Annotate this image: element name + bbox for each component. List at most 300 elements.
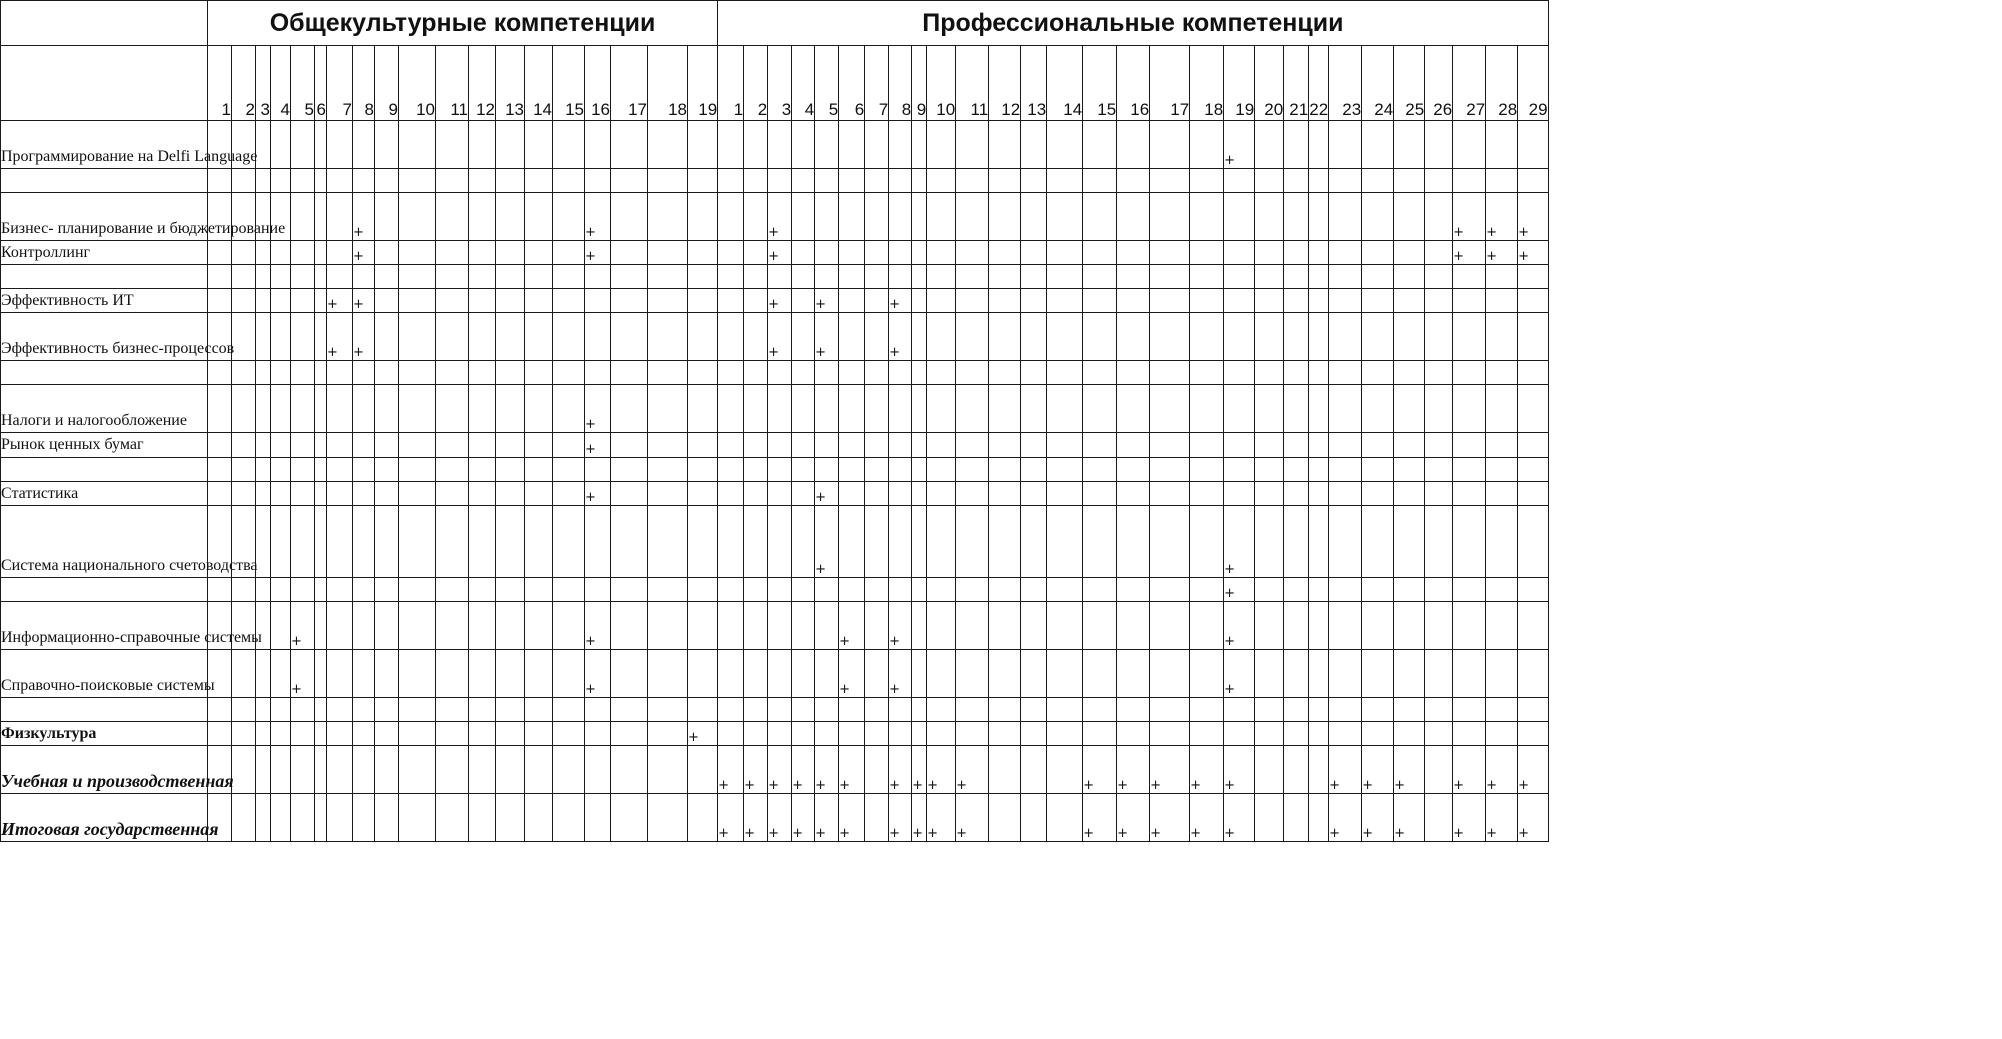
matrix-cell: [1329, 121, 1362, 169]
professional-competency-number: 14: [1047, 46, 1083, 121]
matrix-cell: [1309, 649, 1329, 697]
matrix-cell: [291, 697, 315, 721]
matrix-cell: [496, 745, 525, 793]
professional-competency-number: 19: [1224, 46, 1255, 121]
matrix-cell: [585, 793, 611, 841]
matrix-cell: [956, 577, 989, 601]
corner-cell: [1, 1, 208, 46]
matrix-cell: [496, 481, 525, 505]
matrix-cell: [1425, 481, 1453, 505]
matrix-cell: [271, 649, 291, 697]
matrix-cell: [839, 457, 865, 481]
matrix-cell: [815, 457, 839, 481]
matrix-cell: [688, 121, 718, 169]
discipline-row: [1, 601, 1549, 649]
matrix-cell: [327, 601, 353, 649]
matrix-cell: [768, 505, 792, 577]
matrix-cell: [496, 577, 525, 601]
matrix-cell: [353, 745, 375, 793]
matrix-cell: [1047, 241, 1083, 265]
matrix-cell: [271, 481, 291, 505]
matrix-cell: [271, 505, 291, 577]
matrix-cell: [927, 697, 956, 721]
matrix-cell: [1083, 601, 1117, 649]
matrix-cell: [375, 649, 399, 697]
matrix-cell: [1255, 505, 1284, 577]
matrix-cell: [1190, 433, 1224, 457]
matrix-cell: [256, 649, 271, 697]
matrix-cell: [1362, 577, 1394, 601]
matrix-cell: [1453, 505, 1486, 577]
discipline-label: Эффективность ИТ: [1, 289, 208, 313]
matrix-cell: [889, 697, 912, 721]
matrix-cell: [291, 505, 315, 577]
matrix-cell: [768, 649, 792, 697]
matrix-cell: [989, 433, 1021, 457]
matrix-cell: [353, 433, 375, 457]
matrix-cell: [1150, 193, 1190, 241]
matrix-cell: [436, 385, 469, 433]
matrix-cell: [865, 193, 889, 241]
competency-mark: +: [1518, 793, 1548, 841]
matrix-cell: [1486, 721, 1518, 745]
matrix-cell: [315, 649, 327, 697]
matrix-cell: [469, 433, 496, 457]
matrix-cell: [1047, 577, 1083, 601]
matrix-cell: [744, 601, 768, 649]
matrix-cell: [744, 265, 768, 289]
matrix-cell: [375, 457, 399, 481]
matrix-cell: [525, 457, 553, 481]
matrix-cell: [1486, 697, 1518, 721]
matrix-cell: [889, 121, 912, 169]
discipline-row: [1, 193, 1549, 241]
competency-mark: +: [1224, 793, 1255, 841]
matrix-cell: [1117, 289, 1150, 313]
matrix-cell: [496, 601, 525, 649]
matrix-cell: [744, 169, 768, 193]
matrix-cell: [912, 361, 927, 385]
matrix-cell: [208, 433, 232, 457]
matrix-cell: [865, 721, 889, 745]
general-competency-number: 5: [291, 46, 315, 121]
matrix-cell: [375, 481, 399, 505]
matrix-cell: [271, 121, 291, 169]
matrix-cell: [648, 289, 688, 313]
matrix-cell: [792, 577, 815, 601]
competency-mark: +: [912, 745, 927, 793]
matrix-cell: [956, 121, 989, 169]
matrix-cell: [585, 577, 611, 601]
discipline-row: [1, 481, 1549, 505]
matrix-cell: [1150, 289, 1190, 313]
matrix-cell: [353, 457, 375, 481]
spacer-row: [1, 265, 1549, 289]
matrix-cell: [1190, 121, 1224, 169]
matrix-cell: [1255, 481, 1284, 505]
matrix-cell: [1394, 505, 1425, 577]
matrix-cell: [927, 313, 956, 361]
competency-mark: +: [768, 313, 792, 361]
matrix-cell: [611, 505, 648, 577]
matrix-cell: [1150, 697, 1190, 721]
discipline-label: Бизнес- планирование и бюджетирование: [1, 193, 208, 241]
matrix-cell: [1150, 601, 1190, 649]
matrix-cell: [927, 169, 956, 193]
matrix-cell: [1150, 649, 1190, 697]
competency-mark: +: [839, 649, 865, 697]
matrix-cell: [256, 265, 271, 289]
professional-competency-number: 21: [1284, 46, 1309, 121]
matrix-cell: [1190, 313, 1224, 361]
matrix-cell: [256, 505, 271, 577]
matrix-cell: [399, 265, 436, 289]
matrix-cell: [1362, 313, 1394, 361]
matrix-cell: [718, 505, 744, 577]
matrix-cell: [256, 745, 271, 793]
matrix-cell: [956, 457, 989, 481]
matrix-cell: [839, 193, 865, 241]
competency-mark: +: [889, 601, 912, 649]
matrix-cell: [256, 577, 271, 601]
matrix-cell: [1362, 481, 1394, 505]
matrix-cell: [989, 169, 1021, 193]
matrix-cell: [525, 433, 553, 457]
matrix-cell: [553, 265, 585, 289]
competency-mark: +: [768, 289, 792, 313]
matrix-cell: [1117, 721, 1150, 745]
matrix-cell: [989, 313, 1021, 361]
matrix-cell: [315, 457, 327, 481]
matrix-cell: [375, 385, 399, 433]
competency-mark: +: [889, 745, 912, 793]
matrix-cell: [1117, 505, 1150, 577]
matrix-cell: [1425, 697, 1453, 721]
matrix-cell: [611, 265, 648, 289]
matrix-cell: [553, 169, 585, 193]
matrix-cell: [956, 313, 989, 361]
matrix-cell: [1255, 361, 1284, 385]
discipline-label: Статистика: [1, 481, 208, 505]
matrix-cell: [353, 361, 375, 385]
matrix-cell: [436, 745, 469, 793]
matrix-cell: [1284, 505, 1309, 577]
matrix-cell: [648, 601, 688, 649]
matrix-cell: [1518, 169, 1548, 193]
matrix-cell: [1362, 289, 1394, 313]
spacer-row: [1, 457, 1549, 481]
matrix-cell: [792, 121, 815, 169]
matrix-cell: [399, 721, 436, 745]
matrix-cell: [1083, 505, 1117, 577]
matrix-cell: [1255, 265, 1284, 289]
matrix-cell: [353, 649, 375, 697]
spacer-row: [1, 361, 1549, 385]
matrix-cell: [1284, 121, 1309, 169]
matrix-cell: [525, 505, 553, 577]
matrix-cell: [989, 745, 1021, 793]
matrix-cell: [839, 265, 865, 289]
matrix-cell: [327, 649, 353, 697]
matrix-cell: [327, 169, 353, 193]
matrix-cell: [469, 721, 496, 745]
discipline-label: [1, 697, 208, 721]
matrix-cell: [256, 289, 271, 313]
matrix-cell: [1190, 385, 1224, 433]
matrix-cell: [1117, 361, 1150, 385]
matrix-cell: [375, 289, 399, 313]
matrix-cell: [271, 697, 291, 721]
matrix-cell: [1083, 361, 1117, 385]
matrix-cell: [375, 721, 399, 745]
matrix-cell: [1425, 361, 1453, 385]
matrix-cell: [648, 385, 688, 433]
matrix-cell: [611, 193, 648, 241]
matrix-cell: [1150, 721, 1190, 745]
matrix-cell: [1425, 385, 1453, 433]
matrix-cell: [232, 169, 256, 193]
matrix-cell: [1047, 289, 1083, 313]
matrix-cell: [436, 265, 469, 289]
matrix-cell: [496, 289, 525, 313]
matrix-cell: [1284, 361, 1309, 385]
matrix-cell: [648, 169, 688, 193]
matrix-cell: [1190, 505, 1224, 577]
matrix-cell: [1362, 649, 1394, 697]
matrix-cell: [1224, 193, 1255, 241]
matrix-cell: [1083, 313, 1117, 361]
matrix-cell: [1190, 241, 1224, 265]
matrix-cell: [1047, 649, 1083, 697]
matrix-cell: [469, 481, 496, 505]
matrix-cell: [1329, 457, 1362, 481]
matrix-cell: [469, 385, 496, 433]
matrix-cell: [688, 313, 718, 361]
matrix-cell: [1453, 385, 1486, 433]
general-competency-number: 9: [375, 46, 399, 121]
matrix-cell: [1150, 433, 1190, 457]
matrix-cell: [1518, 697, 1548, 721]
matrix-cell: [1021, 745, 1047, 793]
matrix-cell: [315, 745, 327, 793]
matrix-cell: [208, 265, 232, 289]
matrix-cell: [912, 121, 927, 169]
matrix-cell: [353, 385, 375, 433]
matrix-cell: [718, 601, 744, 649]
matrix-cell: [208, 385, 232, 433]
matrix-cell: [744, 721, 768, 745]
matrix-cell: [271, 241, 291, 265]
matrix-cell: [232, 481, 256, 505]
matrix-cell: [648, 505, 688, 577]
matrix-cell: [436, 697, 469, 721]
group-header-row: [1, 1, 1549, 46]
matrix-cell: [1362, 265, 1394, 289]
matrix-cell: [744, 433, 768, 457]
matrix-cell: [744, 121, 768, 169]
matrix-cell: [744, 385, 768, 433]
matrix-cell: [768, 121, 792, 169]
matrix-cell: [768, 385, 792, 433]
matrix-cell: [553, 433, 585, 457]
competency-mark: +: [1394, 745, 1425, 793]
spacer-row: [1, 169, 1549, 193]
matrix-cell: [208, 457, 232, 481]
discipline-row: [1, 721, 1549, 745]
column-number-row: [1, 46, 1549, 121]
matrix-cell: [375, 361, 399, 385]
matrix-cell: [1362, 721, 1394, 745]
matrix-cell: [1083, 241, 1117, 265]
matrix-cell: [1047, 457, 1083, 481]
matrix-cell: [989, 577, 1021, 601]
matrix-cell: [718, 721, 744, 745]
matrix-cell: [208, 697, 232, 721]
matrix-cell: [1083, 481, 1117, 505]
matrix-cell: [291, 793, 315, 841]
matrix-cell: [611, 289, 648, 313]
matrix-cell: [1190, 193, 1224, 241]
matrix-cell: [1190, 361, 1224, 385]
matrix-cell: [839, 433, 865, 457]
professional-competency-number: 11: [956, 46, 989, 121]
matrix-cell: [1394, 193, 1425, 241]
matrix-cell: [792, 649, 815, 697]
matrix-cell: [1329, 721, 1362, 745]
matrix-cell: [256, 121, 271, 169]
matrix-cell: [648, 361, 688, 385]
matrix-cell: [327, 793, 353, 841]
matrix-cell: [553, 481, 585, 505]
matrix-cell: [1329, 697, 1362, 721]
matrix-cell: [1453, 649, 1486, 697]
matrix-cell: [611, 385, 648, 433]
competency-mark: +: [912, 793, 927, 841]
matrix-cell: [989, 721, 1021, 745]
competency-mark: +: [889, 313, 912, 361]
matrix-cell: [1518, 121, 1548, 169]
matrix-cell: [291, 577, 315, 601]
matrix-cell: [648, 313, 688, 361]
matrix-cell: [1394, 649, 1425, 697]
matrix-cell: [1083, 289, 1117, 313]
matrix-cell: [232, 697, 256, 721]
matrix-cell: [956, 193, 989, 241]
matrix-cell: [1425, 745, 1453, 793]
matrix-cell: [688, 505, 718, 577]
matrix-cell: [585, 121, 611, 169]
competency-mark: +: [768, 193, 792, 241]
matrix-cell: [1453, 361, 1486, 385]
matrix-cell: [744, 481, 768, 505]
competency-mark: +: [1224, 121, 1255, 169]
competency-mark: +: [839, 793, 865, 841]
matrix-cell: [792, 481, 815, 505]
matrix-cell: [1284, 265, 1309, 289]
matrix-cell: [839, 313, 865, 361]
matrix-cell: [232, 265, 256, 289]
competency-mark: +: [792, 793, 815, 841]
matrix-cell: [315, 601, 327, 649]
matrix-cell: [1518, 361, 1548, 385]
matrix-cell: [1255, 721, 1284, 745]
matrix-cell: [553, 577, 585, 601]
matrix-cell: [1518, 601, 1548, 649]
matrix-cell: [1329, 361, 1362, 385]
matrix-cell: [1486, 577, 1518, 601]
discipline-label: Налоги и налогообложение: [1, 385, 208, 433]
matrix-cell: [436, 313, 469, 361]
matrix-cell: [815, 721, 839, 745]
matrix-cell: [256, 481, 271, 505]
matrix-cell: [927, 361, 956, 385]
matrix-cell: [1329, 241, 1362, 265]
matrix-cell: [865, 745, 889, 793]
matrix-cell: [989, 649, 1021, 697]
matrix-cell: [1021, 121, 1047, 169]
matrix-cell: [1329, 289, 1362, 313]
matrix-cell: [353, 121, 375, 169]
matrix-cell: [1394, 697, 1425, 721]
matrix-cell: [327, 193, 353, 241]
competency-mark: +: [889, 793, 912, 841]
matrix-cell: [688, 433, 718, 457]
competency-mark: +: [815, 313, 839, 361]
matrix-cell: [291, 457, 315, 481]
matrix-cell: [436, 601, 469, 649]
matrix-cell: [927, 481, 956, 505]
matrix-cell: [956, 433, 989, 457]
matrix-cell: [399, 169, 436, 193]
matrix-cell: [469, 649, 496, 697]
matrix-cell: [232, 385, 256, 433]
matrix-cell: [792, 265, 815, 289]
matrix-cell: [436, 649, 469, 697]
matrix-cell: [1362, 505, 1394, 577]
matrix-cell: [1453, 601, 1486, 649]
matrix-cell: [744, 457, 768, 481]
matrix-cell: [927, 289, 956, 313]
matrix-cell: [315, 241, 327, 265]
matrix-cell: [232, 793, 256, 841]
matrix-cell: [1150, 121, 1190, 169]
matrix-cell: [688, 289, 718, 313]
matrix-cell: [744, 577, 768, 601]
matrix-cell: [496, 385, 525, 433]
professional-competency-number: 15: [1083, 46, 1117, 121]
competency-mark: +: [353, 289, 375, 313]
matrix-cell: [271, 169, 291, 193]
matrix-cell: [553, 241, 585, 265]
competency-mark: +: [1083, 793, 1117, 841]
competency-mark: +: [1394, 793, 1425, 841]
matrix-cell: [1021, 265, 1047, 289]
general-competency-number: 14: [525, 46, 553, 121]
matrix-cell: [1329, 481, 1362, 505]
competency-mark: +: [815, 505, 839, 577]
discipline-label: [1, 169, 208, 193]
matrix-cell: [271, 313, 291, 361]
matrix-cell: [815, 265, 839, 289]
matrix-cell: [989, 457, 1021, 481]
matrix-cell: [865, 169, 889, 193]
matrix-cell: [1083, 385, 1117, 433]
matrix-cell: [1224, 241, 1255, 265]
matrix-cell: [1329, 193, 1362, 241]
matrix-cell: [553, 289, 585, 313]
matrix-cell: [1047, 721, 1083, 745]
matrix-cell: [792, 697, 815, 721]
